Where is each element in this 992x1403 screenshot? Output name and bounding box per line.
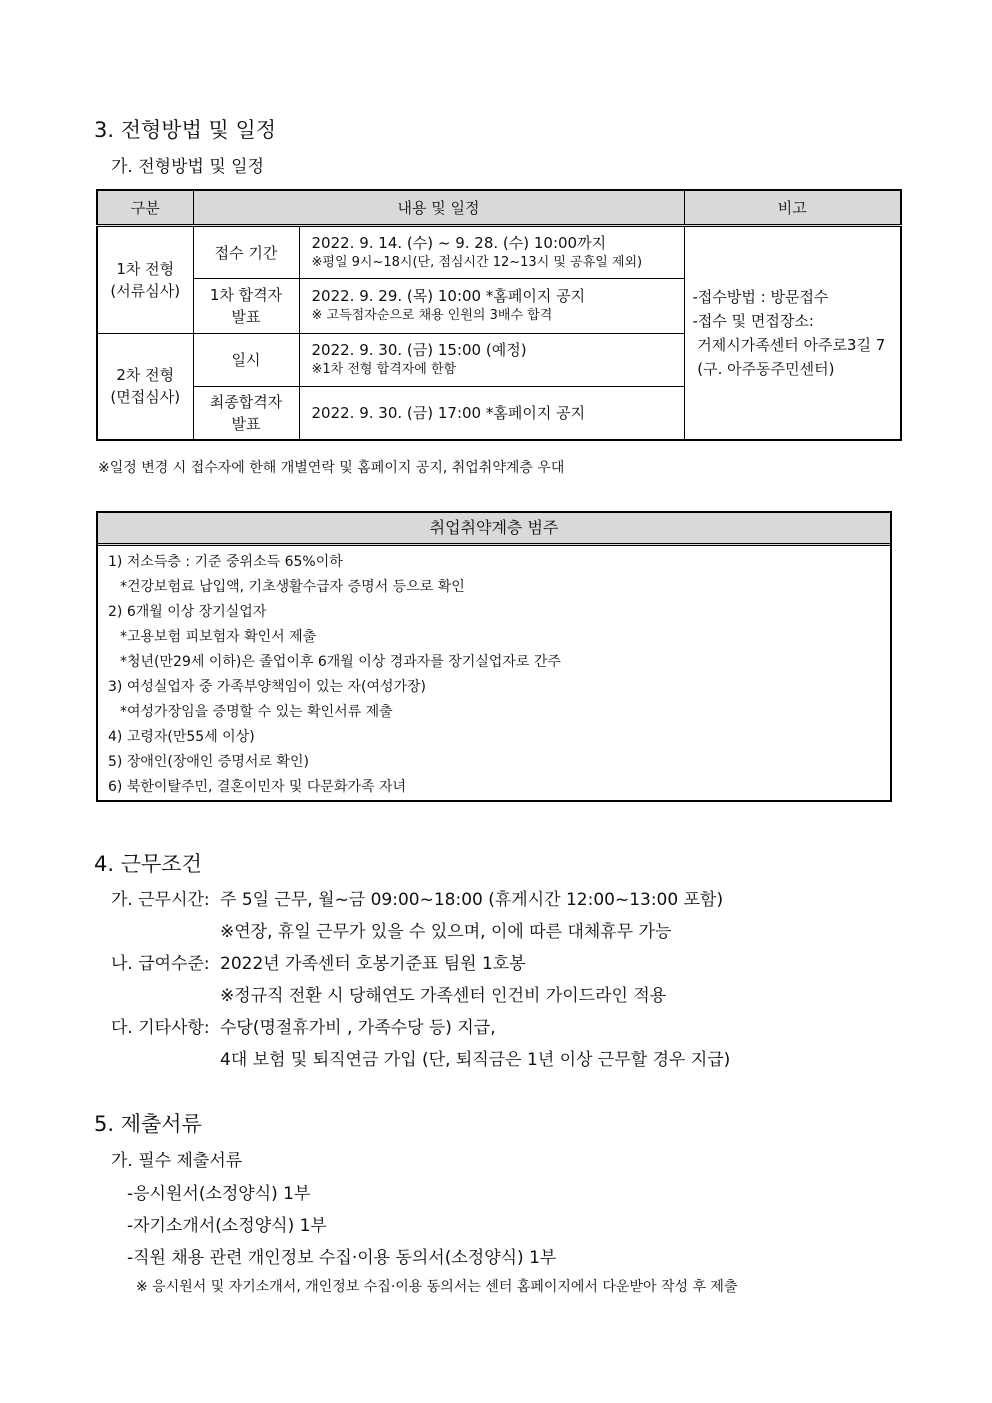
other-text: 수당(명절휴가비 , 가족수당 등) 지급, [220, 1018, 496, 1038]
list-item: *여성가장임을 증명할 수 있는 확인서류 제출 [120, 704, 393, 720]
table-row [97, 226, 901, 279]
section-3-title: 3. 전형방법 및 일정 [94, 118, 277, 142]
other-label: 다. 기타사항: [111, 1018, 210, 1038]
remark-cell: -접수방법 : 방문접수 -접수 및 면접장소: 거제시가족센터 아주로3길 7 (구. 아주동주민센터) [684, 226, 901, 440]
list-item: 3) 여성실업자 중 가족부양책임이 있는 자(여성가장) [108, 679, 427, 695]
list-item: *건강보험료 납입액, 기초생활수급자 증명서 등으로 확인 [120, 579, 465, 595]
list-item: *청년(만29세 이하)은 졸업이후 6개월 이상 경과자를 장기실업자로 간주 [120, 654, 561, 670]
stage2-row2-label: 최종합격자 발표 [193, 387, 299, 440]
stage2-name: 2차 전형 (면접심사) [97, 334, 193, 440]
schedule-footnote: ※일정 변경 시 접수자에 한해 개별연락 및 홈페이지 공지, 취업취약계층 우대 [98, 460, 565, 476]
doc-item: -직원 채용 관련 개인정보 수집·이용 동의서(소정양식) 1부 [127, 1248, 557, 1268]
list-item: 2) 6개월 이상 장기실업자 [108, 604, 267, 620]
salary-label: 나. 급여수준: [111, 954, 210, 974]
header-content: 내용 및 일정 [193, 190, 684, 226]
stage2-row1-label: 일시 [193, 334, 299, 387]
stage1-name: 1차 전형 (서류심사) [97, 226, 193, 334]
other-note: 4대 보험 및 퇴직연금 가입 (단, 퇴직금은 1년 이상 근무할 경우 지급) [220, 1050, 731, 1070]
docs-note: ※ 응시원서 및 자기소개서, 개인정보 수집·이용 동의서는 센터 홈페이지에서 다운받아 작성 후 제출 [136, 1279, 738, 1295]
stage2-row2-content: 2022. 9. 30. (금) 17:00 *홈페이지 공지 [299, 387, 684, 440]
salary-text: 2022년 가족센터 호봉기준표 팀원 1호봉 [220, 954, 526, 974]
section-5-title: 5. 제출서류 [94, 1112, 202, 1136]
section-4-title: 4. 근무조건 [94, 852, 202, 876]
section-5-subtitle: 가. 필수 제출서류 [111, 1151, 243, 1171]
stage1-row1-label: 접수 기간 [193, 226, 299, 279]
list-item: 5) 장애인(장애인 증명서로 확인) [108, 754, 309, 770]
list-item: 1) 저소득층 : 기준 중위소득 65%이하 [108, 554, 343, 570]
salary-note: ※정규직 전환 시 당해연도 가족센터 인건비 가이드라인 적용 [220, 986, 667, 1006]
stage1-row2-label: 1차 합격자 발표 [193, 279, 299, 334]
stage1-row1-content: 2022. 9. 14. (수) ~ 9. 28. (수) 10:00까지 ※평일 9시~18시(단, 점심시간 12~13시 및 공휴일 제외) [299, 226, 684, 279]
header-remark: 비고 [684, 190, 901, 226]
doc-item: -자기소개서(소정양식) 1부 [127, 1216, 327, 1236]
list-item: 6) 북한이탈주민, 결혼이민자 및 다문화가족 자녀 [108, 779, 407, 795]
header-category: 구분 [97, 190, 193, 226]
work-hours-text: 주 5일 근무, 월~금 09:00~18:00 (휴게시간 12:00~13:00 포함) [220, 890, 724, 910]
doc-item: -응시원서(소정양식) 1부 [127, 1184, 311, 1204]
stage2-row1-content: 2022. 9. 30. (금) 15:00 (예정) ※1차 전형 합격자에 한함 [299, 334, 684, 387]
schedule-table [96, 189, 902, 441]
work-hours-note: ※연장, 휴일 근무가 있을 수 있으며, 이에 따른 대체휴무 가능 [220, 922, 672, 942]
work-hours-label: 가. 근무시간: [111, 890, 210, 910]
list-item: 4) 고령자(만55세 이상) [108, 729, 255, 745]
stage1-row2-content: 2022. 9. 29. (목) 10:00 *홈페이지 공지 ※ 고득점자순으로 채용 인원의 3배수 합격 [299, 279, 684, 334]
list-item: *고용보험 피보험자 확인서 제출 [120, 629, 317, 645]
vulnerable-groups-title: 취업취약계층 범주 [98, 513, 890, 546]
vulnerable-groups-box [96, 511, 892, 802]
section-3-subtitle: 가. 전형방법 및 일정 [111, 157, 264, 177]
table-header-row [97, 190, 901, 226]
